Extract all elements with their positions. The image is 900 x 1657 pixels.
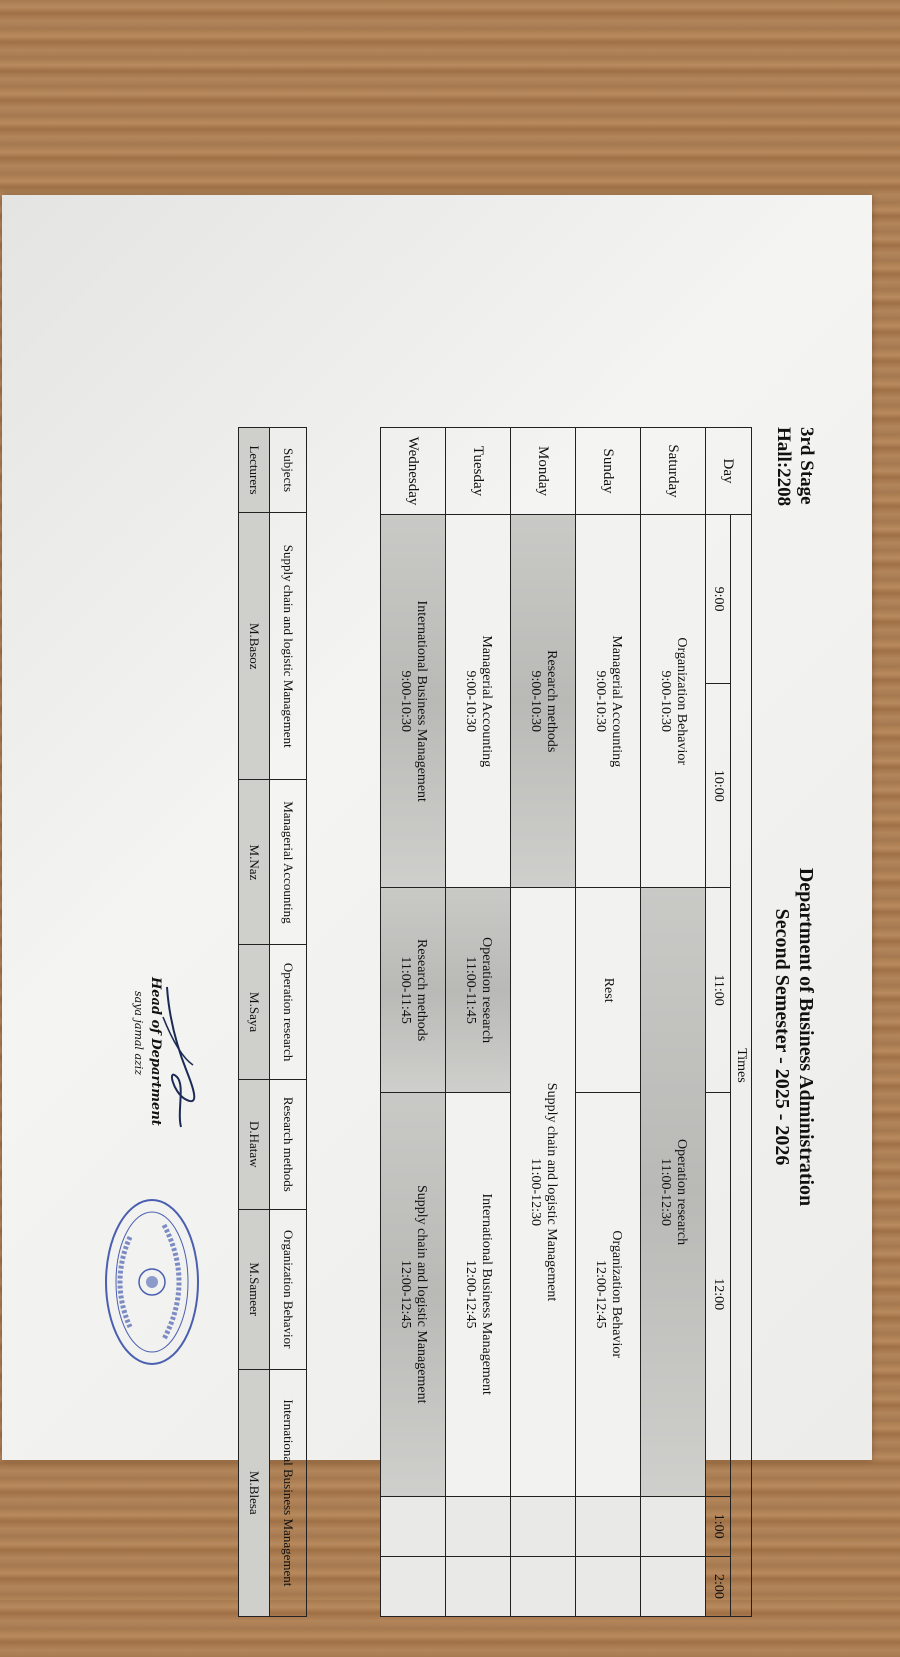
stage-label: 3rd Stage	[796, 427, 817, 505]
subject-cell: Research methods	[270, 1079, 307, 1209]
class-time: 11:00-11:45	[398, 956, 413, 1024]
class-time: 9:00-10:30	[658, 670, 673, 732]
class-cell	[381, 515, 446, 888]
class-subject: Supply chain and logistic Management	[544, 1082, 559, 1302]
department-info	[770, 717, 818, 1357]
empty-cell	[446, 1496, 511, 1556]
empty-cell	[446, 1556, 511, 1616]
empty-cell	[576, 1496, 641, 1556]
rest-cell	[576, 888, 641, 1092]
signature-title: Head of Department	[148, 977, 163, 1126]
class-cell	[511, 888, 576, 1496]
time-slot-header: 11:00	[706, 888, 731, 1092]
subject-cell: International Business Management	[270, 1369, 307, 1616]
schedule-header-row	[731, 428, 752, 1617]
class-subject: International Business Management	[479, 1193, 494, 1395]
day-name: Wednesday	[381, 428, 446, 515]
lecturer-name: D.Hataw	[239, 1079, 270, 1209]
day-name: Monday	[511, 428, 576, 515]
class-subject: Research methods	[414, 939, 429, 1042]
day-column-header: Day	[706, 428, 752, 515]
lecturer-name: M.Basoz	[239, 513, 270, 780]
class-cell	[381, 1092, 446, 1496]
day-row	[576, 428, 641, 1617]
class-time: 11:00-11:45	[463, 956, 478, 1024]
time-slot-header: 9:00	[706, 515, 731, 684]
head-signature	[127, 977, 207, 1137]
class-subject: Research methods	[544, 650, 559, 753]
times-header: Times	[731, 515, 752, 1617]
rest-label: Rest	[601, 977, 616, 1003]
class-subject: Managerial Accounting	[479, 635, 494, 768]
empty-cell	[641, 1496, 706, 1556]
subjects-label: Subjects	[270, 428, 307, 513]
lecturer-name: M.Naz	[239, 780, 270, 945]
lecturer-name: M.Saya	[239, 945, 270, 1079]
class-time: 9:00-10:30	[593, 670, 608, 732]
day-name: Tuesday	[446, 428, 511, 515]
day-row	[511, 428, 576, 1617]
class-cell	[446, 1092, 511, 1496]
class-time: 12:00-12:45	[593, 1260, 608, 1329]
weekly-schedule-table	[380, 427, 752, 1617]
class-time: 12:00-12:45	[398, 1260, 413, 1329]
lecturers-label: Lecturers	[239, 428, 270, 513]
subject-cell: Organization Behavior	[270, 1209, 307, 1369]
time-slot-header: 12:00	[706, 1092, 731, 1496]
class-cell	[576, 515, 641, 888]
class-subject: Organization Behavior	[609, 1230, 624, 1359]
empty-cell	[511, 1496, 576, 1556]
class-subject: Managerial Accounting	[609, 635, 624, 768]
class-subject: International Business Management	[414, 600, 429, 802]
class-subject: Operation research	[674, 1139, 689, 1246]
empty-cell	[511, 1556, 576, 1616]
class-cell	[641, 888, 706, 1496]
subjects-row	[270, 428, 307, 1617]
hall-label: Hall:2208	[773, 427, 794, 507]
time-slot-header: 2:00	[706, 1556, 731, 1616]
subject-cell: Managerial Accounting	[270, 780, 307, 945]
handwritten-signature	[157, 977, 207, 1137]
subject-cell: Supply chain and logistic Management	[270, 513, 307, 780]
class-cell	[446, 515, 511, 888]
class-cell	[576, 1092, 641, 1496]
lecturers-table	[238, 427, 307, 1617]
class-time: 11:00-12:30	[658, 1158, 673, 1227]
class-subject: Operation research	[479, 937, 494, 1044]
semester-title: Second Semester - 2025 - 2026	[771, 908, 793, 1166]
class-time: 9:00-10:30	[398, 670, 413, 732]
lecturers-row	[239, 428, 270, 1617]
time-slot-header: 1:00	[706, 1496, 731, 1556]
schedule-sheet	[132, 417, 822, 1657]
lecturer-name: M.Sameer	[239, 1209, 270, 1369]
times-row	[706, 428, 731, 1617]
class-cell	[511, 515, 576, 888]
day-row	[641, 428, 706, 1617]
class-subject: Supply chain and logistic Management	[414, 1184, 429, 1404]
class-time: 9:00-10:30	[528, 670, 543, 732]
class-cell	[446, 888, 511, 1092]
empty-cell	[576, 1556, 641, 1616]
class-time: 11:00-12:30	[528, 1158, 543, 1227]
day-name: Sunday	[576, 428, 641, 515]
empty-cell	[641, 1556, 706, 1616]
subject-cell: Operation research	[270, 945, 307, 1079]
day-row	[446, 428, 511, 1617]
class-time: 12:00-12:45	[463, 1260, 478, 1329]
paper-sheet	[2, 195, 872, 1599]
department-title: Department of Business Administration	[795, 867, 817, 1207]
sheet-header	[758, 417, 822, 1657]
empty-cell	[381, 1496, 446, 1556]
empty-cell	[381, 1556, 446, 1616]
class-cell	[381, 888, 446, 1092]
class-time: 9:00-10:30	[463, 670, 478, 732]
department-stamp	[102, 1197, 202, 1367]
signature-name: saya jamal aziz	[132, 991, 145, 1076]
stage-info	[772, 427, 818, 506]
class-cell	[641, 515, 706, 888]
time-slot-header: 10:00	[706, 684, 731, 888]
lecturer-name: M.Blesa	[239, 1369, 270, 1616]
day-row	[381, 428, 446, 1617]
day-name: Saturday	[641, 428, 706, 515]
class-subject: Organization Behavior	[674, 637, 689, 766]
